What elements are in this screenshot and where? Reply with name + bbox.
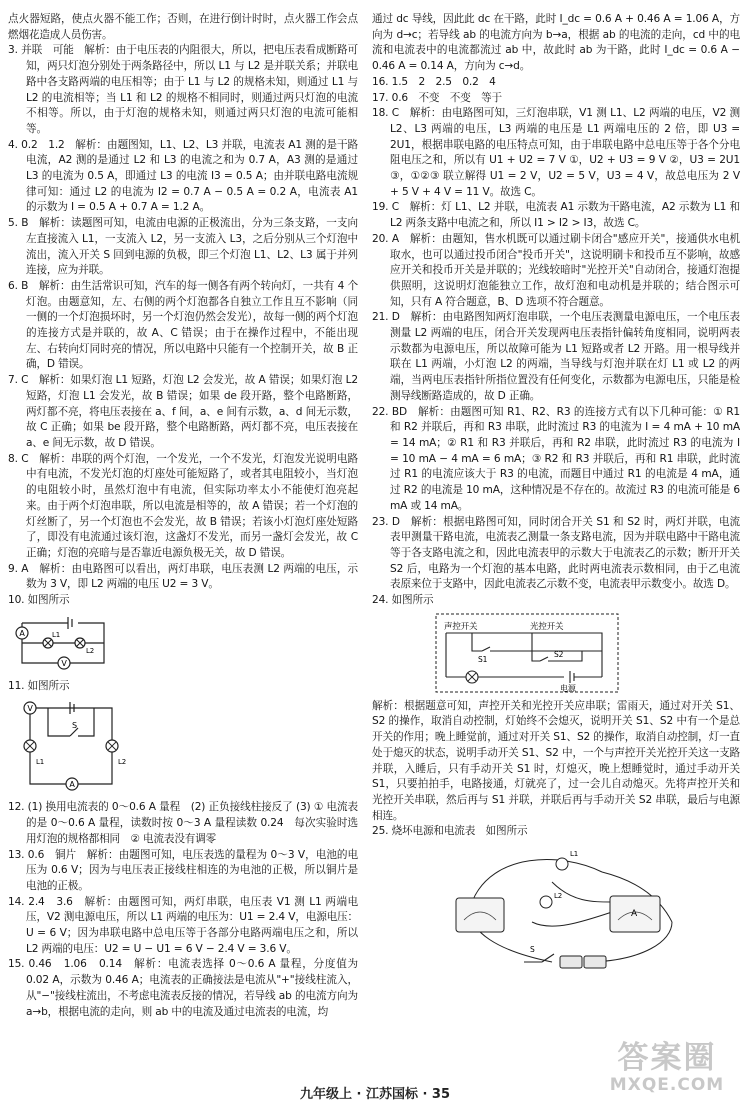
meter-left-body (456, 898, 504, 932)
switch-label: S (72, 721, 77, 731)
circuit-diagram-11 (8, 696, 138, 796)
light-switch-label: 光控开关 (530, 621, 564, 632)
lamp-l2-label: L2 (86, 646, 95, 655)
bulb-l1-label: L1 (570, 850, 579, 859)
switch-label: S (530, 945, 535, 955)
answer-22: 22. BD 解析：由题图可知 R1、R2、R3 的连接方式有以下几种可能：① R1 和 R2 并联后，再和 R3 串联，此时流过 R3 的电流为 I = 4 mA + 10 mA = 14 mA；② R1 和 R3 并联后，再和 R2 串联，此时流过 R3 的电流为 I = 10 mA − 4 mA = 6 mA；③ R2 和 R3 并联后，再和 R1 串联，此时流过 R1 的电流应该大于 R3 的电流，而题目中通过 R1 的电流是 4 mA，通过 R2 的电流是 10 mA，这种情况是不存在的。故流过 R3 的电流可能是 6 mA 或 14 mA。 (372, 405, 740, 512)
voltmeter-label: V (61, 658, 67, 668)
switch-s2-label: S2 (554, 649, 564, 659)
answer-12: 12. (1) 换用电流表的 0～0.6 A 量程 (2) 正负接线柱接反了 (3) ① 电流表的是 0～0.6 A 量程，读数时按 0～3 A 量程读数 0.24 每次实验时选用灯泡的规格都相同 ② 电流表没有调零 (8, 801, 358, 845)
answer-25: 25. 烧坏电源和电流表 如图所示 (372, 825, 528, 838)
answer-13: 13. 0.6 铜片 解析：由题图可知，电压表选的量程为 0～3 V，电池的电压为 0.6 V；因为与电压表正接线柱相连的为电池的正极，所以铜片是电池的正极。 (8, 848, 358, 892)
voice-switch-label: 声控开关 (444, 621, 478, 632)
switch-s1-label: S1 (478, 654, 488, 664)
answer-24-analysis: 解析：根据题意可知，声控开关和光控开关应串联；雷雨天，通过对开关 S1、S2 的操作，取消自动控制，灯始终不会熄灭，说明开关 S1、S2 中有一个是总开关的作用；晚上睡觉前，通过对开关 S1、S2 的操作，取消自动控制，灯一直处于熄灭的状态，说明手动开关 S1、S2 中，一个与声控开关光控开关这一支路并联，入睡后，只有手动开关 S1 时，灯熄灭，晚上想睡觉时，通过手动开关 S1，只要拍拍手，电路接通，灯就亮了，过一会儿自动熄灭。先将声控开关和光控开关串联，然后再与 S1 并联，并联后再与手动开关 S2 串联，最后与电源相连。 (372, 699, 740, 822)
watermark-line-2: MXQE.COM (609, 1075, 725, 1095)
page-footer: 九年级上 · 江苏国标 · 35 (299, 1087, 451, 1102)
lamp-l1-label: L1 (52, 630, 61, 639)
answer-8: 8. C 解析：串联的两个灯泡，一个发光，一个不发光，灯泡发光说明电路中有电流，不发光灯泡的灯座处可能短路了，或者其电阻较小，当灯泡的电阻较小时，虽然灯泡中有电流，但实际功率太小不能使灯泡亮起来。由于两个灯泡串联，所以电流是相等的，故 A 错误；若一个灯泡的灯丝断了，另一个灯泡也不会发光，故 B 错误；若该小灯泡灯座处短路了，即没有电流通过该灯泡，这盏灯不发光，而另一盏灯会发光，故 C 正确；灯泡的亮暗与是否靠近电源负极无关，故 D 错误。 (8, 452, 358, 559)
site-watermark (592, 1041, 742, 1099)
ammeter-label: A (69, 780, 75, 790)
lamp-l1-label: L1 (36, 758, 45, 767)
answer-9: 9. A 解析：由电路图可以看出，两灯串联，电压表测 L2 两端的电压，示数为 3 V，即 L2 两端的电压 U2 = 3 V。 (8, 562, 358, 591)
circuit-diagram-10 (8, 611, 118, 675)
answer-7: 7. C 解析：如果灯泡 L1 短路，灯泡 L2 会发光，故 A 错误；如果灯泡 L2 短路，灯泡 L1 会发光，故 B 错误；如果 de 段开路，整个电路断路，两灯都不亮，将电压表接在 a、f 间，a、e 间有示数，a、d 间无示数，故 C 正确；如果 be 段开路，整个电路断路，两灯都不亮，电压表接在 a、e 间无示数，故 D 错误。 (8, 374, 358, 449)
answer-10: 10. 如图所示 (8, 594, 70, 607)
answer-21: 21. D 解析：由电路图知两灯泡串联，一个电压表测量电源电压，一个电压表测量 L2 两端的电压，闭合开关发现两电压表指针偏转角度相同，说明两表示数都为电源电压，所以故障可能为 L1 短路或者 L2 开路。用一根导线并联在 L1 两端，小灯泡 L2 的两端，当导线与灯泡并联在灯 L1 或 L2 的两端，当两电压表指针所指位置没有任何变化，示数都为电源电压，只能是检测导线断路造成的，故 D 正确。 (372, 311, 740, 402)
left-column (8, 12, 358, 1020)
answer-16: 16. 1.5 2 2.5 0.2 4 (372, 75, 496, 88)
answer-6: 6. B 解析：由生活常识可知，汽车的每一侧各有两个转向灯，一共有 4 个灯泡。由题意知，左、右侧的两个灯泡都各自独立工作且互不影响（同一侧的一个灯泡损坏时，另一个灯泡仍然会发光），故每一侧的两个灯泡的连接方式是并联的，故 A、C 错误；由于在操作过程中，不能出现左、右转向灯同时亮的情况，所以电路中只能有一个控制开关，故 B 正确，D 错误。 (8, 279, 358, 371)
lamp-l2-label: L2 (118, 758, 127, 767)
battery-1 (560, 956, 582, 968)
circuit-diagram-25 (442, 842, 692, 976)
circuit-diagram-24 (432, 611, 622, 695)
right-column (372, 12, 740, 980)
bulb-l2-label: L2 (554, 892, 563, 901)
ammeter-label: A (630, 909, 638, 920)
answer-14: 14. 2.4 3.6 解析：由题图可知，两灯串联，电压表 V1 测 L1 两端电压，V2 测电源电压，所以 L1 两端的电压为：U1 = 2.4 V，电源电压：U = 6 V；因为串联电路中总电压等于各部分电路两端电压之和，所以 L2 两端的电压：U2 = U − U1 = 6 V − 2.4 V = 3.6 V。 (8, 895, 358, 955)
answer-19: 19. C 解析：灯 L1、L2 并联，电流表 A1 示数为干路电流，A2 示数为 L1 和 L2 两条支路中电流之和，所以 I1 > I2 > I3，故选 C。 (372, 201, 740, 230)
answer-15-continued: 通过 dc 导线，因此此 dc 在干路，此时 I_dc = 0.6 A + 0.46 A = 1.06 A，方向为 d→c；若导线 ab 的电流方向为 b→a，根据 ab 的电流的走向，cd 中的电流和电流表中的电流都流过 ab 中，故此时 ab 为干路，此时 I_dc = 0.6 A − 0.46 A = 0.14 A，方向为 c→d。 (372, 13, 740, 73)
answer-18: 18. C 解析：由电路图可知，三灯泡串联，V1 测 L1、L2 两端的电压，V2 测 L2、L3 两端的电压，L3 两端的电压是 L1 两端电压的 2 倍，即 U3 = 2U1，根据串联电路的电压特点可知，由于串联电路中总电压等于各个分电阻电压之和，所以有 U1 + U2 = 7 V ①，U2 + U3 = 9 V ②，U3 = 2U1 ③，①②③ 联立解得 U1 = 2 V，U2 = 5 V，U3 = 4 V，故总电压为 2 V + 5 V + 4 V = 11 V。故选 C。 (372, 107, 740, 198)
bulb-l1 (556, 858, 568, 870)
bulb-l2 (540, 896, 552, 908)
answer-20: 20. A 解析：由题知，售水机既可以通过刷卡闭合"感应开关"，接通供水电机取水，也可以通过投币闭合"投币开关"，这说明刷卡和投币互不影响，故感应开关和投币开关是并联的；光线较暗时"光控开关"自动闭合，接通灯泡提供照明，这说明灯泡能独立工作，故灯泡和电动机是并联的；结合图示可知，只有 A 符合题意，B、D 选项不符合题意。 (372, 232, 740, 308)
answer-23: 23. D 解析：根据电路图可知，同时闭合开关 S1 和 S2 时，两灯并联，电流表甲测量干路电流，电流表乙测量一条支路电流，因为并联电路中干路电流等于各支路电流之和，因此电流表甲的示数大于电流表乙的示数；断开开关 S2 后，电路为一个灯泡的基本电路，此时两电流表示数相同，由于乙电流表原来位于支路中，因此电流表乙示数不变，电流表甲示数变小。故选 D。 (372, 515, 740, 591)
answer-3: 3. 并联 可能 解析：由于电压表的内阻很大，所以，把电压表看成断路可知，两只灯泡分别处于两条路径中，所以 L1 与 L2 是并联关系；并联电路中各支路两端的电压相等；由于 L1 与 L2 的规格未知，则通过 L1 与 L2 的电流相等；当 L1 和 L2 的规格不相同时，则通过两只灯泡的电流不相等。所以，由于灯泡的规格未知，则通过两只灯泡的电流可能相等。 (8, 44, 358, 135)
power-source-label: 电源 (560, 683, 576, 693)
answer-24: 24. 如图所示 (372, 594, 434, 607)
watermark-line-1: 答案圈 (617, 1040, 717, 1076)
answer-4: 4. 0.2 1.2 解析：由题图知，L1、L2、L3 并联，电流表 A1 测的是干路电流，A2 测的是通过 L2 和 L3 的电流之和为 0.7 A，A3 测的是通过 L3 的电流为 0.5 A，即通过 L3 的电流 I3 = 0.5 A；由并联电路电流规律可知：通过 L2 的电流为 I2 = 0.7 A − 0.5 A = 0.2 A，电流表 A1 的示数为 I = 0.5 A + 0.7 A = 1.2 A。 (8, 138, 358, 214)
answer-17: 17. 0.6 不变 不变 等于 (372, 91, 503, 104)
answer-text: 点火器短路，使点火器不能工作；否则，在进行倒计时时，点火器工作会点燃烟花造成人员伤害。 (8, 13, 358, 41)
answer-5: 5. B 解析：读题图可知，电流由电源的正极流出，分为三条支路，一支向左直接流入 L1，一支流入 L2，另一支流入 L3，之后分别从三个灯泡中流出，流入开关 S 回到电源的负极，即三个灯泡 L1、L2、L3 属于并列连接，应为并联。 (8, 217, 358, 277)
battery-2 (584, 956, 606, 968)
answer-15: 15. 0.46 1.06 0.14 解析：电流表选择 0～0.6 A 量程，分度值为 0.02 A，示数为 0.46 A；电流表的正确接法是电流从"+"接线柱流入，从"−"接线柱流出，不考虑电流表反接的情况，若导线 ab 的电流方向为 a→b，根据电流的走向，则 ab 中的电流及通过电流表的电流，均 (8, 958, 358, 1018)
ammeter-label: A (19, 628, 25, 638)
answer-11: 11. 如图所示 (8, 679, 70, 692)
voltmeter-label: V (27, 704, 33, 714)
